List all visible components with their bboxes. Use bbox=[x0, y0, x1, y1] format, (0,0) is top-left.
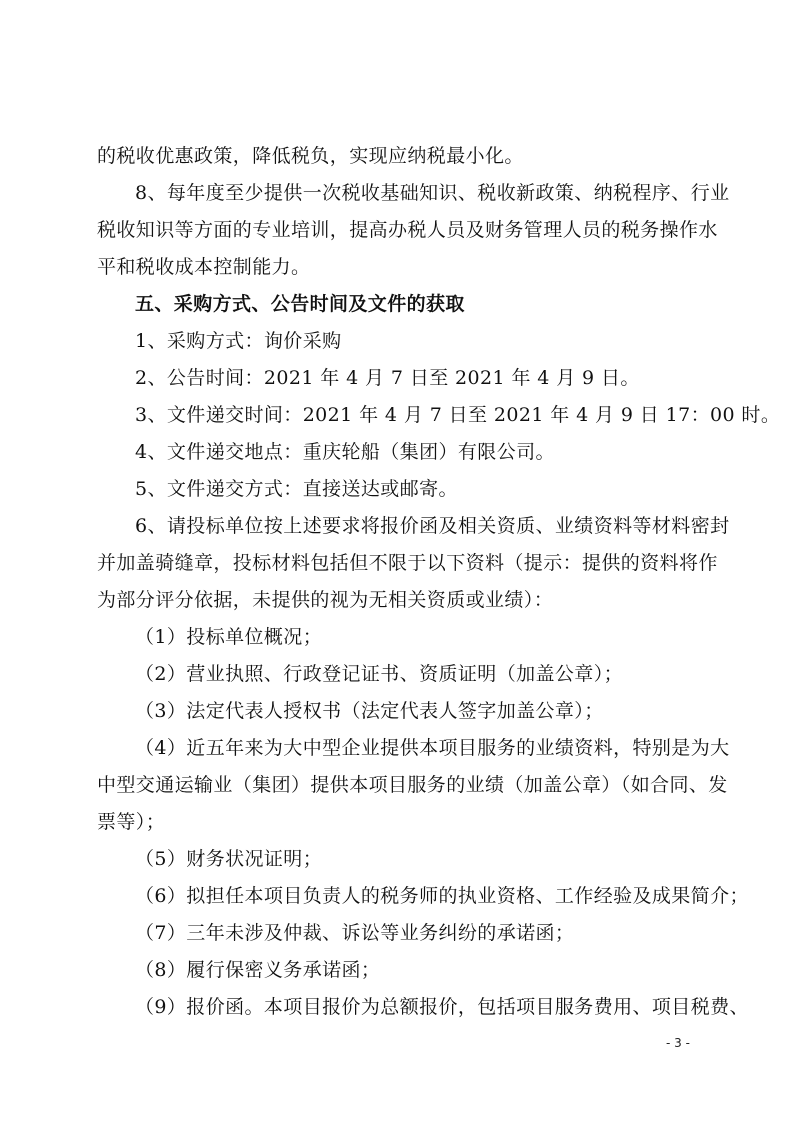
list-item: （1）投标单位概况； bbox=[135, 626, 323, 648]
list-item: （9）报价函。本项目报价为总额报价，包括项目服务费用、项目税费、 bbox=[135, 996, 749, 1018]
paragraph-line: 8、每年度至少提供一次税收基础知识、税收新政策、纳税程序、行业 bbox=[135, 182, 730, 204]
paragraph-line: 1、采购方式：询价采购 bbox=[135, 330, 342, 352]
paragraph-line: 5、文件递交方式：直接送达或邮寄。 bbox=[135, 478, 458, 500]
paragraph-line: 6、请投标单位按上述要求将报价函及相关资质、业绩资料等材料密封 bbox=[135, 515, 730, 537]
paragraph-line: 3、文件递交时间：2021 年 4 月 7 日至 2021 年 4 月 9 日 17：00 时。 bbox=[135, 404, 781, 426]
list-item: （7）三年未涉及仲裁、诉讼等业务纠纷的承诺函； bbox=[135, 922, 575, 944]
paragraph-line: 的税收优惠政策，降低税负，实现应纳税最小化。 bbox=[97, 145, 524, 167]
list-item: （6）拟担任本项目负责人的税务师的执业资格、工作经验及成果简介； bbox=[135, 885, 749, 907]
paragraph-line: 票等）； bbox=[97, 811, 166, 833]
list-item: （2）营业执照、行政登记证书、资质证明（加盖公章）； bbox=[135, 663, 623, 685]
page-number: - 3 - bbox=[666, 1036, 690, 1050]
list-item: （8）履行保密义务承诺函； bbox=[135, 959, 381, 981]
paragraph-line: 税收知识等方面的专业培训，提高办税人员及财务管理人员的税务操作水 bbox=[97, 219, 718, 241]
paragraph-line: 为部分评分依据，未提供的视为无相关资质或业绩）： bbox=[97, 589, 554, 611]
paragraph-line: 4、文件递交地点：重庆轮船（集团）有限公司。 bbox=[135, 441, 555, 463]
section-heading: 五、采购方式、公告时间及文件的获取 bbox=[135, 293, 465, 315]
paragraph-line: 并加盖骑缝章，投标材料包括但不限于以下资料（提示：提供的资料将作 bbox=[97, 552, 718, 574]
paragraph-line: 2、公告时间：2021 年 4 月 7 日至 2021 年 4 月 9 日。 bbox=[135, 367, 640, 389]
paragraph-line: 中型交通运输业（集团）提供本项目服务的业绩（加盖公章）（如合同、发 bbox=[97, 774, 728, 796]
list-item: （4）近五年来为大中型企业提供本项目服务的业绩资料，特别是为大 bbox=[135, 737, 730, 759]
list-item: （3）法定代表人授权书（法定代表人签字加盖公章）； bbox=[135, 700, 604, 722]
list-item: （5）财务状况证明； bbox=[135, 848, 323, 870]
paragraph-line: 平和税收成本控制能力。 bbox=[97, 256, 311, 278]
